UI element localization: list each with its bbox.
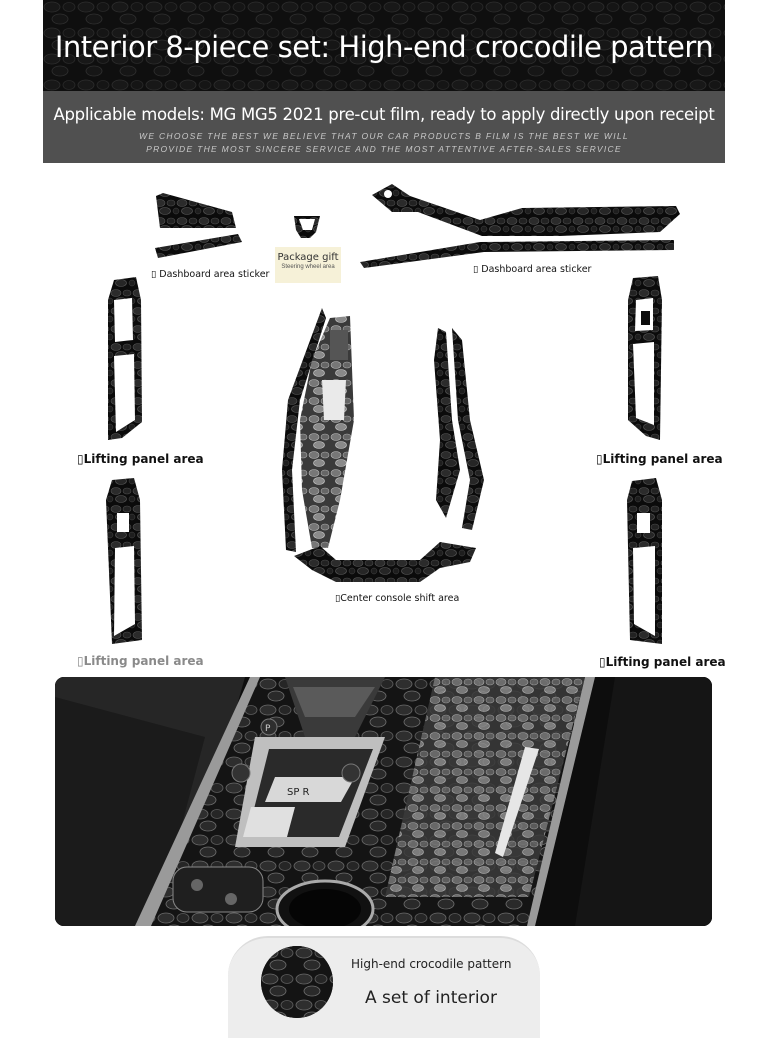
- tagline-line-1: WE CHOOSE THE BEST WE BELIEVE THAT OUR CAR PRODUCTS B FILM IS THE BEST WE WILL: [139, 131, 629, 141]
- footer-badge: [228, 936, 540, 1038]
- page-title: Interior 8-piece set: High-end crocodile pattern: [54, 30, 714, 64]
- label-lifting-top-right: ▯Lifting panel area: [596, 452, 723, 466]
- label-dashboard-left: ▯ Dashboard area sticker: [151, 269, 270, 280]
- installed-interior-photo: [55, 677, 712, 926]
- header-banner: [43, 0, 725, 91]
- label-lifting-bottom-right: ▯Lifting panel area: [599, 655, 726, 669]
- gear-readout: SP R: [287, 787, 310, 798]
- header-info: [43, 91, 725, 163]
- lifting-panel-top-left: [108, 277, 142, 440]
- tagline-line-2: PROVIDE THE MOST SINCERE SERVICE AND THE MOST ATTENTIVE AFTER-SALES SERVICE: [146, 144, 622, 154]
- package-gift-badge: [275, 247, 341, 283]
- lifting-panel-top-right: [628, 276, 662, 440]
- gift-title: Package gift: [277, 252, 339, 263]
- label-dashboard-right: ▯ Dashboard area sticker: [473, 264, 592, 275]
- dashboard-sticker-right: [372, 184, 680, 236]
- dashboard-sticker-left: [156, 193, 236, 228]
- label-center-console: ▯Center console shift area: [335, 593, 460, 604]
- label-lifting-bottom-left: ▯Lifting panel area: [77, 654, 204, 668]
- center-console-sticker: [282, 308, 484, 582]
- lifting-panel-bottom-right: [627, 478, 662, 644]
- gift-subtitle: Steering wheel area: [281, 264, 335, 270]
- applicable-models: Applicable models: MG MG5 2021 pre-cut film, ready to apply directly upon receipt: [53, 105, 715, 124]
- crocodile-swatch: [261, 946, 333, 1018]
- pattern-label: High-end crocodile pattern: [351, 957, 512, 971]
- lifting-panel-bottom-left: [106, 478, 142, 644]
- label-lifting-top-left: ▯Lifting panel area: [77, 452, 204, 466]
- gear-p: P: [265, 724, 271, 734]
- console-illustration: [55, 677, 712, 926]
- dashboard-sticker-left-strip: [155, 234, 242, 258]
- set-label: A set of interior: [365, 988, 497, 1008]
